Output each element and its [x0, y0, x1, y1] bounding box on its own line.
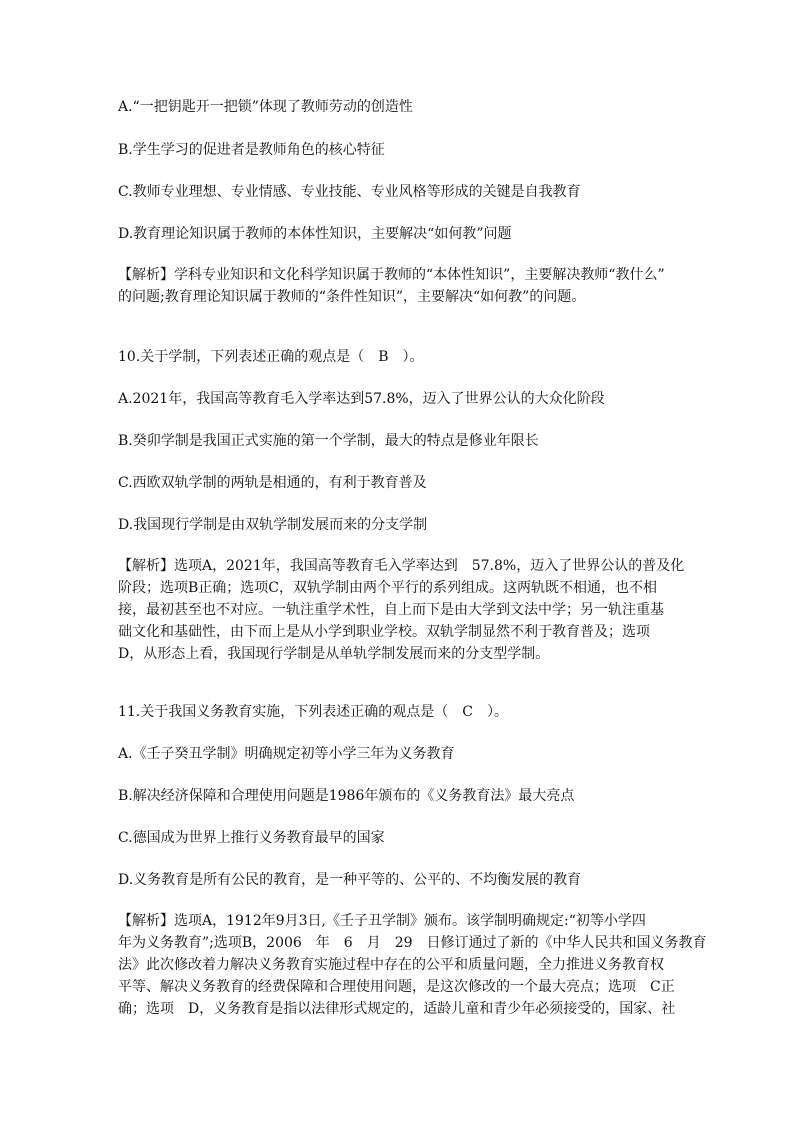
q11-analysis-line: 年为义务教育”;选项B，2006 年 6 月 29 日修订通过了新的《中华人民共和国义务教育 [118, 935, 707, 951]
q11-option-a: A.《壬子癸丑学制》明确规定初等小学三年为义务教育 [118, 746, 455, 762]
q9-option-c: C.教师专业理想、专业情感、专业技能、专业风格等形成的关键是自我教育 [118, 184, 581, 200]
q10-question: 10.关于学制，下列表述正确的观点是（ B ）。 [118, 349, 424, 365]
q10-option-c: C.西欧双轨学制的两轨是相通的，有利于教育普及 [118, 475, 427, 491]
q10-analysis [118, 555, 685, 665]
q11-option-c: C.德国成为世界上推行义务教育最早的国家 [118, 830, 385, 846]
q10-analysis-line: 接，最初甚至也不对应。一轨注重学术性，自上而下是由大学到文法中学；另一轨注重基 [118, 602, 664, 618]
q11-analysis-line: 【解析】选项A，1912年9月3日,《壬子丑学制》颁布。该学制明确规定:“初等小学四 [118, 913, 646, 929]
q11-question: 11.关于我国义务教育实施，下列表述正确的观点是（ C ）。 [118, 704, 508, 720]
q10-option-b: B.癸卯学制是我国正式实施的第一个学制，最大的特点是修业年限长 [118, 433, 539, 449]
q11-analysis-line: 法》此次修改着力解决义务教育实施过程中存在的公平和质量问题，全力推进义务教育权 [118, 957, 664, 973]
q9-option-b: B.学生学习的促进者是教师角色的核心特征 [118, 142, 385, 158]
q11-analysis [118, 910, 707, 1020]
q9-analysis-line: 【解析】学科专业知识和文化科学知识属于教师的“本体性知识”，主要解决教师“教什么” [118, 267, 665, 283]
q11-analysis-line: 确；选项 D，义务教育是指以法律形式规定的，适龄儿童和青少年必须接受的，国家、社 [118, 1001, 676, 1017]
q10-analysis-line: 阶段；选项B正确；选项C，双轨学制由两个平行的系列组成。这两轨既不相通，也不相 [118, 580, 657, 596]
q9-analysis [118, 264, 680, 308]
q11-option-d: D.义务教育是所有公民的教育，是一种平等的、公平的、不均衡发展的教育 [118, 872, 582, 888]
q11-analysis-line: 平等、解决义务教育的经费保障和合理使用问题，是这次修改的一个最大亮点；选项 C正 [118, 979, 675, 995]
q10-analysis-line: D，从形态上看，我国现行学制是从单轨学制发展而来的分支型学制。 [118, 646, 550, 662]
q11-option-b: B.解决经济保障和合理使用问题是1986年颁布的《义务教育法》最大亮点 [118, 788, 575, 804]
q9-analysis-line: 的问题;教育理论知识属于教师的“条件性知识”，主要解决“如何教”的问题。 [118, 289, 586, 305]
q10-analysis-line: 【解析】选项A，2021年，我国高等教育毛入学率达到 57.8%，迈入了世界公认的普及化 [118, 558, 685, 574]
q9-option-d: D.教育理论知识属于教师的本体性知识，主要解决“如何教”问题 [118, 226, 512, 242]
q10-option-a: A.2021年，我国高等教育毛入学率达到57.8%，迈入了世界公认的大众化阶段 [118, 391, 605, 407]
q10-option-d: D.我国现行学制是由双轨学制发展而来的分支学制 [118, 517, 428, 533]
q9-option-a: A.“一把钥匙开一把锁”体现了教师劳动的创造性 [118, 99, 413, 115]
q10-analysis-line: 础文化和基础性，由下而上是从小学到职业学校。双轨学制显然不利于教育普及；选项 [118, 624, 650, 640]
